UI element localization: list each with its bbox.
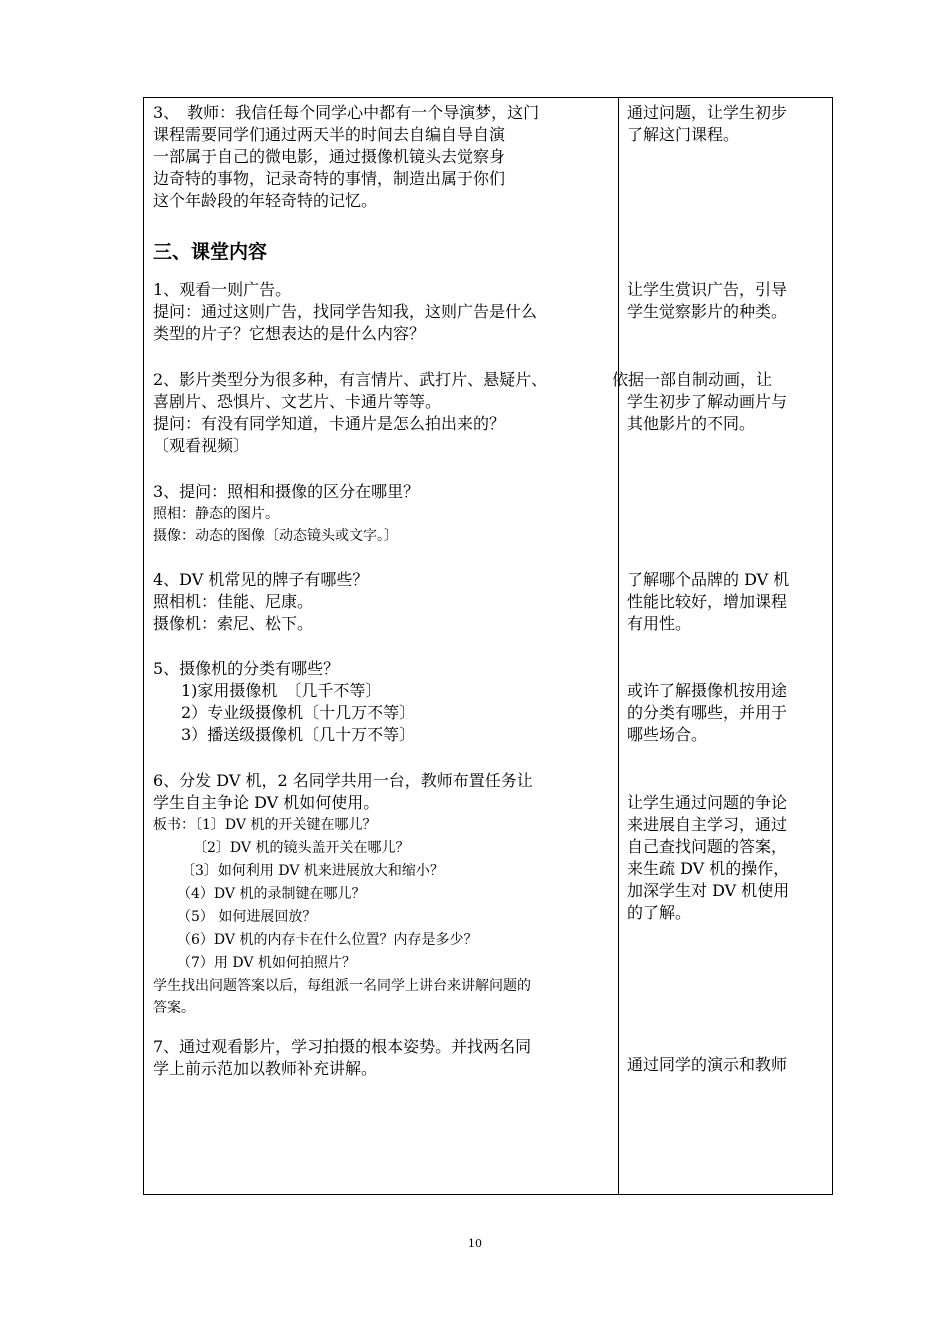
q6-board-line: 答案。 [153,1000,195,1016]
item3-line: 3、 教师：我信任每个同学心中都有一个导演梦，这门 [153,103,540,122]
q5-line: 5、摄像机的分类有哪些？ [153,659,340,678]
q6-board-line: （4）DV 机的录制键在哪儿？ [177,886,366,902]
q5-line: 2）专业级摄像机〔十几万不等〕 [181,703,416,722]
note-line: 来生疏 DV 机的操作， [627,859,790,878]
note-line: 依据一部自制动画，让 [612,370,773,389]
q5-line: 3）播送级摄像机〔几十万不等〕 [181,725,416,744]
note-line: 有用性。 [627,614,692,633]
note-line: 的了解。 [627,903,692,922]
q6-board-line: 〔2〕DV 机的镜头盖开关在哪儿？ [193,840,410,856]
q1-line: 类型的片子？它想表达的是什么内容？ [153,324,426,343]
q2-line: 2、影片类型分为很多种，有言情片、武打片、悬疑片、 [153,370,548,389]
q1-line: 提问：通过这则广告，找同学告知我，这则广告是什么 [153,302,538,321]
note-line: 的分类有哪些，并用于 [627,703,788,722]
q1-line: 1、观看一则广告。 [153,280,292,299]
q3-line: 摄像：动态的图像〔动态镜头或文字。〕 [153,528,398,544]
q2-line: 喜剧片、恐惧片、文艺片、卡通片等等。 [153,392,442,411]
note-line: 通过问题，让学生初步 [627,103,788,122]
note-line: 让学生通过问题的争论 [627,793,788,812]
q4-line: 4、DV 机常见的牌子有哪些？ [153,570,369,589]
q6-line: 6、分发 DV 机，2 名同学共用一台，教师布置任务让 [153,771,533,790]
q4-line: 照相机：佳能、尼康。 [153,592,314,611]
note-line: 学生初步了解动画片与 [627,392,788,411]
q3-line: 照相：静态的图片。 [153,506,279,522]
q6-board-line: （5） 如何进展回放？ [177,909,317,925]
item3-line: 边奇特的事物，记录奇特的事情，制造出属于你们 [153,169,506,188]
q7-line: 7、通过观看影片，学习拍摄的根本姿势。并找两名同 [153,1037,532,1056]
item3-line: 这个年龄段的年轻奇特的记忆。 [153,191,378,210]
note-line: 了解这门课程。 [627,125,740,144]
section-heading: 三、课堂内容 [153,241,268,263]
q2-line: 提问：有没有同学知道，卡通片是怎么拍出来的？ [153,414,506,433]
note-line: 哪些场合。 [627,725,708,744]
q7-line: 学上前示范加以教师补充讲解。 [153,1059,378,1078]
item3-line: 一部属于自己的微电影，通过摄像机镜头去觉察身 [153,147,506,166]
q6-board-line: （6）DV 机的内存卡在什么位置？内存是多少？ [177,932,478,948]
q4-line: 摄像机：索尼、松下。 [153,614,314,633]
q5-line: 1)家用摄像机 〔几千不等〕 [181,681,382,700]
note-line: 或许了解摄像机按用途 [627,681,788,700]
q6-board-line: （7）用 DV 机如何拍照片？ [177,955,356,971]
q6-board-line: 〔3〕如何利用 DV 机来进展放大和缩小？ [181,863,444,879]
note-line: 加深学生对 DV 机使用 [627,881,790,900]
note-line: 了解哪个品牌的 DV 机 [627,570,790,589]
q3-line: 3、提问：照相和摄像的区分在哪里？ [153,482,420,501]
q6-board-line: 学生找出问题答案以后，每组派一名同学上讲台来讲解问题的 [153,978,531,994]
page-number: 10 [468,1237,482,1250]
note-line: 让学生赏识广告，引导 [627,280,788,299]
item3-line: 课程需要同学们通过两天半的时间去自编自导自演 [153,125,506,144]
q2-line: 〔观看视频〕 [153,436,250,455]
note-line: 学生觉察影片的种类。 [627,302,788,321]
note-line: 性能比较好，增加课程 [627,592,788,611]
column-divider [618,98,619,1194]
q6-line: 学生自主争论 DV 机如何使用。 [153,793,380,812]
note-line: 来进展自主学习，通过 [627,815,788,834]
note-line: 其他影片的不同。 [627,414,756,433]
note-line: 通过同学的演示和教师 [627,1055,788,1074]
note-line: 自己查找问题的答案， [627,837,788,856]
q6-board-line: 板书：〔1〕DV 机的开关键在哪儿？ [153,817,377,833]
